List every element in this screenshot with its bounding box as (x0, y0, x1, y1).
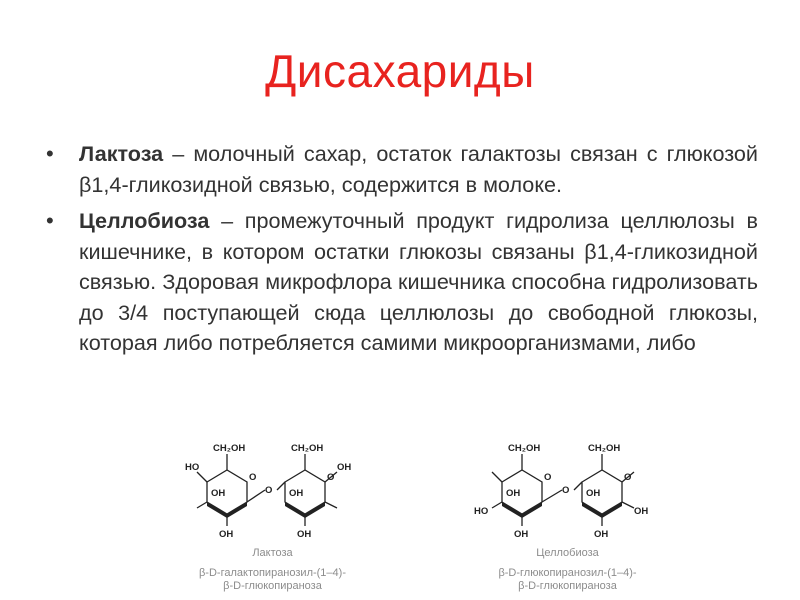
bullet-list (46, 139, 758, 365)
lactose-oh-1: OH (211, 488, 226, 499)
lactose-oh-5: OH (297, 529, 312, 540)
lactose-name-line2: β-D-глюкопираноза (223, 580, 322, 592)
term-lactose: Лактоза (79, 141, 164, 166)
lactose-caption: Лактоза (252, 547, 293, 559)
term-cellobiose: Целлобиоза (79, 208, 210, 233)
lactose-oh-4: OH (219, 529, 234, 540)
bullet-lactose-text: – молочный сахар, остаток галактозы связан с глюкозой β1,4-гликозидной связью, содержится в молоке. (79, 141, 758, 197)
lactose-name-line1: β-D-галактопиранозил-(1–4)- (198, 567, 346, 579)
cellobiose-oh-5: OH (594, 529, 609, 540)
lactose-oh-2: OH (289, 488, 304, 499)
cellobiose-name-line1: β-D-глюкопиранозил-(1–4)- (498, 567, 637, 579)
lactose-oh-3: OH (337, 462, 352, 473)
lactose-bridge-o: O (265, 485, 273, 496)
cellobiose-oh-4: OH (514, 529, 529, 540)
lactose-ring-o-1: O (249, 472, 257, 483)
cellobiose-ch2oh-1: CH₂OH (508, 443, 541, 454)
cellobiose-ch2oh-2: CH₂OH (588, 443, 621, 454)
cellobiose-ho-1: HO (474, 506, 489, 517)
cellobiose-formula-svg (470, 440, 665, 550)
cellobiose-ring-o-2: O (624, 472, 632, 483)
bullet-lactose (46, 139, 758, 200)
lactose-ch2oh-2: CH₂OH (291, 443, 324, 454)
cellobiose-oh-3: OH (634, 506, 649, 517)
bullet-cellobiose-text: – промежуточный продукт гидролиза целлюлозы в кишечнике, в котором остатки глюкозы связаны β1,4-гликозидной связью. Здоровая микрофлора кишечника способна гидролизовать до 3/4 поступающей сюда целлюлозы до свободной глюкозы, которая либо потребляется самими микроорганизмами, либо (79, 208, 758, 355)
cellobiose-name-line2: β-D-глюкопираноза (518, 580, 617, 592)
lactose-ho-1: HO (185, 462, 200, 473)
cellobiose-oh-1: OH (506, 488, 521, 499)
bullet-cellobiose (46, 206, 758, 359)
slide-title: Дисахариды (265, 45, 535, 97)
lactose-structure (185, 440, 360, 595)
cellobiose-caption: Целлобиоза (536, 547, 599, 559)
lactose-formula-svg (185, 440, 360, 550)
lactose-ch2oh-1: CH₂OH (213, 443, 246, 454)
lactose-ring-o-2: O (327, 472, 335, 483)
cellobiose-ring-o-1: O (544, 472, 552, 483)
cellobiose-oh-2: OH (586, 488, 601, 499)
cellobiose-structure (470, 440, 665, 595)
cellobiose-bridge-o: O (562, 485, 570, 496)
